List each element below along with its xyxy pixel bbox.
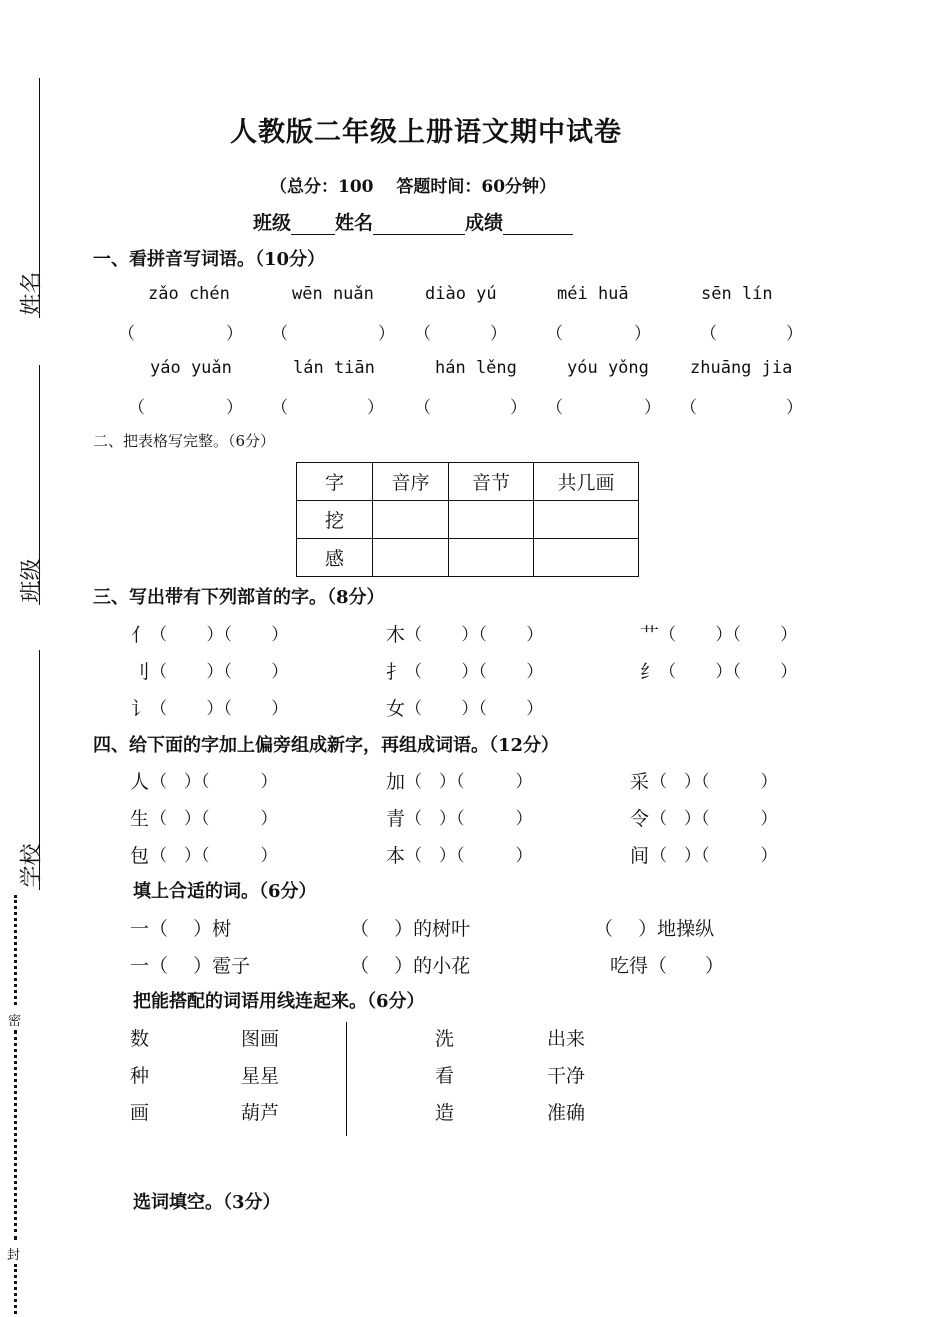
section5-title: 填上合适的词。（6分）: [133, 881, 317, 902]
seal-char-mi: 密: [8, 1014, 22, 1029]
table-header-cell: 音节: [449, 463, 534, 501]
fill-item: 一（ ）雹子: [130, 955, 251, 977]
answer-blank-pair: （ ）（ ）: [150, 809, 278, 829]
fill-item: 一（ ）树: [130, 918, 232, 940]
table-header-cell: 音序: [373, 463, 449, 501]
answer-blank-pair: （ ）（ ）: [150, 846, 278, 866]
student-info-line: [253, 208, 573, 235]
answer-close: ）: [226, 324, 243, 344]
radical: 木: [386, 624, 406, 646]
match-word: 看: [435, 1065, 455, 1087]
match-word: 造: [435, 1102, 455, 1124]
table-blank-cell[interactable]: [373, 501, 449, 539]
answer-open: （: [271, 324, 288, 344]
pinyin: zhuāng jia: [690, 358, 793, 378]
radical: 纟: [640, 661, 660, 683]
answer-blank-pair: （ ）（ ）: [405, 809, 533, 829]
radical: 女: [386, 698, 406, 720]
base-char: 本: [386, 845, 406, 867]
binding-label-school: 学校: [19, 843, 45, 888]
answer-close: ）: [786, 398, 803, 418]
answer-blank-pair: （ ）（ ）: [405, 625, 544, 645]
answer-open: （: [700, 324, 717, 344]
section1-title: 一、看拼音写词语。（10分）: [93, 249, 326, 270]
table-blank-cell[interactable]: [534, 501, 639, 539]
base-char: 青: [386, 808, 406, 830]
binding-label-name: 姓名: [19, 271, 45, 316]
match-word: 洗: [435, 1028, 455, 1050]
answer-close: ）: [367, 398, 384, 418]
name-label: 姓名: [335, 212, 374, 234]
base-char: 包: [130, 845, 150, 867]
pinyin: diào yú: [425, 284, 497, 304]
base-char: 人: [130, 771, 150, 793]
seal-dotted-line-upper: [14, 895, 17, 1005]
match-divider-line: [346, 1022, 347, 1136]
table-header-cell: 字: [297, 463, 373, 501]
match-word: 画: [130, 1102, 150, 1124]
pinyin: sēn lín: [701, 284, 773, 304]
answer-close: ）: [510, 398, 527, 418]
answer-blank-pair: （ ）（ ）: [405, 699, 544, 719]
section3-title: 三、写出带有下列部首的字。（8分）: [93, 587, 385, 608]
match-word: 葫芦: [241, 1102, 280, 1124]
table-blank-cell[interactable]: [373, 539, 449, 577]
answer-blank-pair: （ ）（ ）: [650, 809, 778, 829]
answer-blank-pair: （ ）（ ）: [150, 772, 278, 792]
answer-open: （: [271, 398, 288, 418]
answer-open: （: [128, 398, 145, 418]
score-label: 成绩: [465, 212, 504, 234]
answer-open: （: [680, 398, 697, 418]
table-blank-cell[interactable]: [449, 539, 534, 577]
section6-title: 把能搭配的词语用线连起来。（6分）: [133, 991, 425, 1012]
seal-dotted-line-lower: [14, 1264, 17, 1314]
answer-blank-pair: （ ）（ ）: [405, 772, 533, 792]
answer-blank-pair: （ ）（ ）: [150, 625, 289, 645]
pinyin: méi huā: [557, 284, 629, 304]
page-title: 人教版二年级上册语文期中试卷: [230, 117, 622, 148]
table-header-cell: 共几画: [534, 463, 639, 501]
match-word: 星星: [241, 1065, 280, 1087]
seal-dotted-line-middle: [14, 1030, 17, 1240]
answer-open: （: [546, 398, 563, 418]
answer-close: ）: [786, 324, 803, 344]
table-row: [297, 539, 639, 577]
answer-blank-pair: （ ）（ ）: [650, 772, 778, 792]
answer-close: ）: [644, 398, 661, 418]
name-blank[interactable]: [373, 214, 465, 235]
base-char: 生: [130, 808, 150, 830]
character-table: [296, 462, 639, 577]
section4-title: 四、给下面的字加上偏旁组成新字，再组成词语。（12分）: [93, 735, 560, 756]
fill-item: （ ）的树叶: [350, 918, 471, 940]
answer-blank-pair: （ ）（ ）: [659, 662, 798, 682]
class-blank[interactable]: [291, 214, 335, 235]
match-word: 图画: [241, 1028, 280, 1050]
radical: 亻: [131, 624, 151, 646]
fill-item: （ ）地操纵: [594, 918, 715, 940]
base-char: 令: [630, 808, 650, 830]
radical: 讠: [131, 698, 151, 720]
pinyin: yáo yuǎn: [150, 358, 232, 378]
table-blank-cell[interactable]: [449, 501, 534, 539]
section7-title: 选词填空。（3分）: [133, 1192, 281, 1213]
table-row: [297, 501, 639, 539]
score-blank[interactable]: [503, 214, 573, 235]
fill-item: 吃得（ ）: [610, 955, 725, 977]
match-word: 数: [130, 1028, 150, 1050]
answer-close: ）: [490, 324, 507, 344]
answer-close: ）: [378, 324, 395, 344]
table-char-cell: 挖: [297, 501, 373, 539]
base-char: 加: [386, 771, 406, 793]
answer-blank-pair: （ ）（ ）: [405, 846, 533, 866]
pinyin: lán tiān: [293, 358, 375, 378]
answer-blank-pair: （ ）（ ）: [150, 662, 289, 682]
table-char-cell: 感: [297, 539, 373, 577]
answer-blank-pair: （ ）（ ）: [659, 625, 798, 645]
answer-blank-pair: （ ）（ ）: [650, 846, 778, 866]
match-word: 种: [130, 1065, 150, 1087]
answer-blank-pair: （ ）（ ）: [405, 662, 544, 682]
answer-open: （: [546, 324, 563, 344]
binding-label-class: 班级: [19, 558, 45, 603]
fill-item: （ ）的小花: [350, 955, 471, 977]
seal-char-feng: 封: [7, 1248, 21, 1263]
radical: 刂: [131, 661, 151, 683]
match-word: 准确: [547, 1102, 586, 1124]
radical: 艹: [640, 624, 660, 646]
match-word: 出来: [547, 1028, 586, 1050]
answer-open: （: [414, 398, 431, 418]
section2-title: 二、把表格写完整。（6分）: [93, 432, 276, 450]
match-word: 干净: [547, 1065, 586, 1087]
table-blank-cell[interactable]: [534, 539, 639, 577]
pinyin: hán lěng: [435, 358, 517, 378]
pinyin: wēn nuǎn: [292, 284, 374, 304]
base-char: 间: [630, 845, 650, 867]
radical: 扌: [386, 661, 406, 683]
answer-open: （: [414, 324, 431, 344]
answer-close: ）: [634, 324, 651, 344]
base-char: 采: [630, 771, 650, 793]
pinyin: zǎo chén: [148, 284, 230, 304]
answer-blank-pair: （ ）（ ）: [150, 699, 289, 719]
answer-close: ）: [226, 398, 243, 418]
table-header-row: [297, 463, 639, 501]
pinyin: yóu yǒng: [567, 358, 649, 378]
exam-meta: （总分：100 答题时间：60分钟）: [270, 177, 557, 197]
answer-open: （: [118, 324, 135, 344]
class-label: 班级: [253, 212, 292, 234]
